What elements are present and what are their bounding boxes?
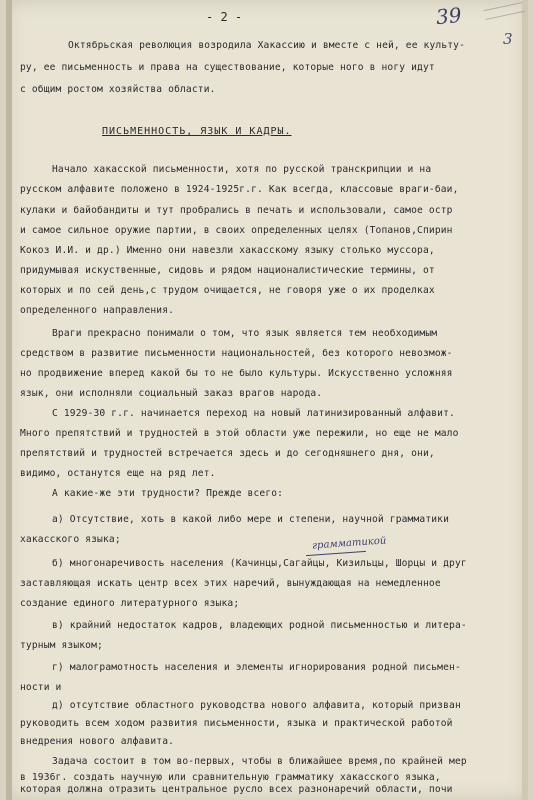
body-line: средством в развитие письменности национальностей, без которого невозмож- (20, 348, 453, 359)
body-line: Враги прекрасно понимали о том, что язык является тем необходимым (52, 328, 438, 339)
list-item-continuation: создание единого литературного языка; (20, 598, 240, 609)
body-line: придумывая искуственные, сидовь и рядом националистические термины, от (20, 265, 435, 276)
body-line: и самое сильное оружие партии, в своих определенных целях (Топанов,Спирин (20, 225, 453, 236)
body-line: С 1929-30 г.г. начинается переход на новый латинизированный алфавит. (52, 408, 455, 419)
intro-line: ру, ее письменность и права на существование, которые ного в ногу идут (20, 62, 435, 73)
list-item-continuation: хакасского языка; (20, 534, 121, 545)
crossed-out-mark (483, 2, 524, 20)
list-item-continuation: ности и (20, 682, 62, 693)
list-item-continuation: заставляющая искать центр всех этих наречий, вынуждающая на немедленное (20, 578, 441, 589)
sheet-number: 3 (503, 30, 513, 48)
body-line: Начало хакасской письменности, хотя по русской транскрипции и на (52, 164, 432, 175)
body-line: А какие-же эти трудности? Прежде всего: (52, 488, 284, 499)
body-line: определенного направления. (20, 305, 175, 316)
archive-folio-number: 39 (434, 2, 463, 30)
document-page (6, 0, 528, 800)
intro-line: Октябрьская революция возродила Хакассию и вместе с ней, ее культу- (68, 40, 466, 51)
body-line: которых и по сей день,с трудом очищается, не говоря уже о их проделках (20, 285, 435, 296)
page-fold-shadow (6, 0, 12, 800)
list-item: б) многонаречивость населения (Качинцы,Сагайцы, Кизильцы, Шорцы и друг (52, 558, 467, 569)
correction-stroke (306, 551, 366, 556)
body-line: видимо, останутся еще на ряд лет. (20, 468, 216, 479)
handwritten-correction: грамматикой (311, 535, 387, 552)
body-line: кулаки и байобандиты и тут пробрались в печать и использовали, самое остр (20, 205, 453, 216)
list-item: г) малограмотность населения и элементы игнорирования родной письмен- (52, 662, 461, 673)
body-line: Много препятствий и трудностей в этой области уже пережили, но еще не мало (20, 428, 459, 439)
body-line: Кокоз И.И. и др.) Именно они навезли хакасскому языку столько муссора, (20, 245, 435, 256)
intro-line: с общим ростом хозяйства области. (20, 84, 216, 95)
list-item: а) Отсутствие, хоть в какой либо мере и степени, научной грамматики (52, 514, 450, 525)
list-item-continuation: внедрения нового алфавита. (20, 736, 175, 747)
body-line: язык, они исполняли социальный заказ врагов народа. (20, 388, 323, 399)
page-number: - 2 - (206, 10, 243, 24)
body-line: русском алфавите положено в 1924-1925г.г. Как всегда, классовые враги-баи, (20, 184, 459, 195)
body-line: но продвижение вперед какой бы то не было культуры. Искусственно усложняя (20, 368, 453, 379)
list-item: в) крайний недостаток кадров, владеющих родной письменностью и литера- (52, 620, 467, 631)
body-line: Задача состоит в том во-первых, чтобы в ближайшее время,по крайней мер (52, 756, 467, 767)
list-item: д) отсутствие областного руководства нового алфавита, который призван (52, 700, 461, 711)
body-line: препятствий и трудностей встречается здесь и до сегодняшнего дня, они, (20, 448, 435, 459)
page-edge (522, 0, 528, 800)
body-line: в 1936г. создать научную или сравнительную грамматику хакасского языка, (20, 772, 441, 783)
list-item-continuation: турным языком; (20, 640, 103, 651)
section-title: ПИСЬМЕННОСТЬ, ЯЗЫК И КАДРЫ. (102, 126, 292, 137)
body-line: которая должна отразить центральное русло всех разнонаречий области, почи (20, 784, 453, 795)
list-item-continuation: руководить всем ходом развития письменности, языка и практической работой (20, 718, 453, 729)
